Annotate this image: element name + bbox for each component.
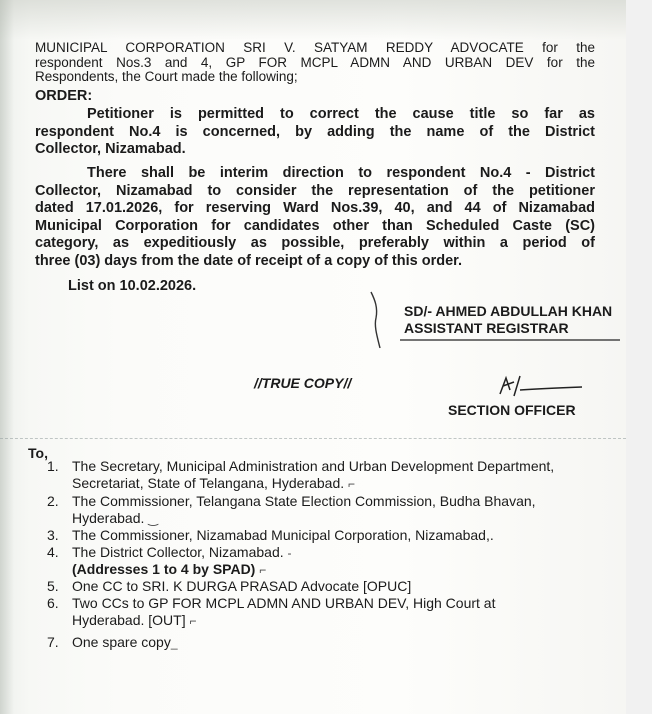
recipient-item — [72, 458, 592, 493]
recipient-line: Two CCs to GP FOR MCPL ADMN AND URBAN DEV, High Court at — [72, 595, 496, 611]
intro-paragraph — [35, 41, 595, 85]
intro-line: MUNICIPAL CORPORATION SRI V. SATYAM REDDY ADVOCATE for the — [35, 40, 595, 55]
signature-bracket-mark — [368, 290, 384, 352]
recipient-item — [72, 527, 494, 544]
to-label: To, — [28, 445, 48, 461]
recipient-line: Hyderabad. ‿ — [72, 510, 158, 526]
recipient-number: 6. — [47, 595, 59, 611]
recipient-number: 7. — [47, 634, 59, 650]
recipient-number: 5. — [47, 578, 59, 594]
background-strip — [626, 0, 652, 714]
order-heading: ORDER: — [35, 88, 93, 104]
order-line: Municipal Corporation for candidates other than Scheduled Caste (SC) — [35, 217, 595, 234]
order-line: respondent No.4 is concerned, by adding the name of the District — [35, 123, 595, 140]
page-shadow-left — [0, 0, 14, 714]
recipient-line: The District Collector, Nizamabad. - — [72, 544, 292, 560]
order-line: There shall be interim direction to respondent No.4 - District — [87, 165, 595, 181]
page-shadow-top — [0, 0, 626, 40]
recipient-line: Secretariat, State of Telangana, Hyderabad. ⌐ — [72, 475, 356, 491]
recipient-note — [72, 561, 266, 579]
recipient-item — [72, 544, 292, 562]
recipient-number: 4. — [47, 544, 59, 560]
order-line: category, as expeditiously as possible, preferably within a period of — [35, 235, 595, 252]
recipient-line: The Commissioner, Telangana State Election Commission, Budha Bhavan, — [72, 493, 536, 509]
recipient-item — [72, 595, 496, 630]
recipient-line: (Addresses 1 to 4 by SPAD) ⌐ — [72, 561, 267, 577]
recipient-number: 1. — [47, 458, 59, 474]
order-line: dated 17.01.2026, for reserving Ward Nos.39, 40, and 44 of Nizamabad — [35, 200, 595, 217]
order-line: Collector, Nizamabad to consider the representation of the petitioner — [35, 182, 595, 199]
signatory-name: SD/- AHMED ABDULLAH KHAN — [404, 303, 613, 319]
order-line: Collector, Nizamabad. — [35, 141, 186, 157]
intro-line: respondent Nos.3 and 4, GP FOR MCPL ADMN AND URBAN DEV for the — [35, 54, 595, 70]
order-line: Petitioner is permitted to correct the cause title so far as — [87, 106, 595, 122]
order-paragraph-a — [35, 106, 595, 159]
recipient-line: One CC to SRI. K DURGA PRASAD Advocate [OPUC] — [72, 578, 412, 594]
true-copy-label: //TRUE COPY// — [254, 375, 352, 391]
recipient-number: 2. — [47, 493, 59, 509]
intro-line: Respondents, the Court made the following; — [35, 69, 298, 84]
recipient-item — [72, 493, 536, 528]
recipient-line: One spare copy_ — [72, 634, 178, 650]
recipient-number: 3. — [47, 527, 59, 543]
recipient-line: Hyderabad. [OUT] ⌐ — [72, 612, 197, 628]
recipient-line: The Secretary, Municipal Administration and Urban Development Department, — [72, 458, 555, 474]
order-line: three (03) days from the date of receipt of a copy of this order. — [35, 252, 463, 269]
handwritten-initials-icon — [494, 372, 586, 400]
recipient-item — [72, 578, 411, 595]
section-divider — [0, 438, 626, 440]
signature-divider — [400, 339, 620, 341]
recipient-line: The Commissioner, Nizamabad Municipal Corporation, Nizamabad,. — [72, 527, 494, 543]
list-on-date: List on 10.02.2026. — [68, 278, 197, 294]
order-paragraph-b — [35, 165, 595, 271]
signatory-title: ASSISTANT REGISTRAR — [404, 320, 569, 336]
recipient-item — [72, 634, 178, 652]
section-officer-label: SECTION OFFICER — [448, 402, 576, 418]
